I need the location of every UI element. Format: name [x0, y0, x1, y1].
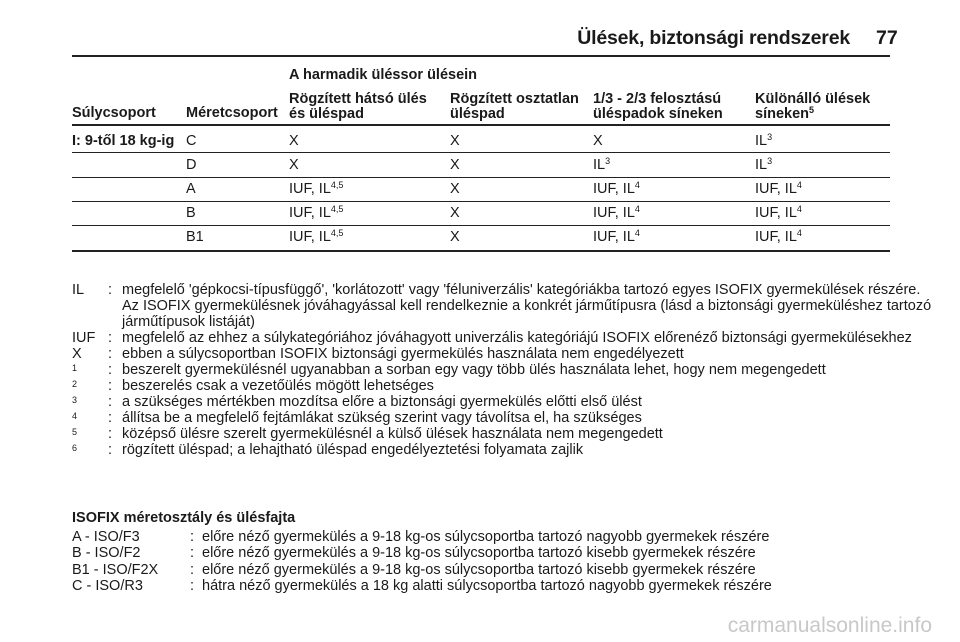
- header-rule: [72, 55, 890, 57]
- legend-item: 1 : beszerelt gyermekülésnél ugyanabban a sorban egy vagy több ülés használata lehet, hogy nem megengedett: [72, 362, 826, 378]
- legend-item: 2 : beszerelés csak a vezetőülés mögött lehetséges: [72, 378, 434, 394]
- iso-item: B1 - ISO/F2X : előre néző gyermekülés a 9-18 kg-os súlycsoportba tartozó kisebb gyermekek részére: [72, 561, 756, 578]
- legend-item: IUF : megfelelő az ehhez a súlykategóriához jóváhagyott univerzális kategóriájú ISOFIX előrenéző biztonsági gyermekülésekhez: [72, 330, 912, 346]
- col-header-size: Méretcsoport: [186, 105, 278, 121]
- row-rule: [72, 201, 890, 202]
- legend-item: IL : megfelelő 'gépkocsi-típusfüggő', 'korlátozott' vagy 'féluniverzális' kategóriákba tartozó egyes ISOFIX gyermekülések részére. Az ISOFIX gyermekülésnek jóváhagyással kell rendelkeznie a konkrét járműtípusra (lásd a biztonsági gyermeküléshez tartozó járműtípusok listáját): [72, 282, 932, 330]
- table-bottom-rule: [72, 250, 890, 252]
- iso-item: A - ISO/F3 : előre néző gyermekülés a 9-18 kg-os súlycsoportba tartozó nagyobb gyermekek részére: [72, 528, 770, 545]
- legend-item: 5 : középső ülésre szerelt gyermekülésnél a külső ülések használata nem megengedett: [72, 426, 663, 442]
- legend-item: X : ebben a súlycsoportban ISOFIX biztonsági gyermekülés használata nem engedélyezett: [72, 346, 684, 362]
- weight-group-label: I: 9-től 18 kg-ig: [72, 133, 175, 149]
- legend-item: 6 : rögzített üléspad; a lehajtható üléspad engedélyeztetési folyamata zajlik: [72, 442, 584, 458]
- iso-item: B - ISO/F2 : előre néző gyermekülés a 9-18 kg-os súlycsoportba tartozó kisebb gyermekek részére: [72, 545, 756, 561]
- table-header-rule: [72, 124, 890, 126]
- page-title: Ülések, biztonsági rendszerek: [577, 27, 850, 49]
- row-rule: [72, 152, 890, 153]
- col-header-3: 1/3 - 2/3 felosztású üléspadok síneken: [593, 91, 723, 122]
- row-rule: [72, 177, 890, 178]
- legend: [72, 282, 932, 458]
- table-group-header: A harmadik üléssor ülésein: [289, 67, 478, 83]
- col-header-weight: Súlycsoport: [72, 105, 156, 121]
- page-header: [0, 0, 960, 56]
- row-rule: [72, 225, 890, 226]
- col-header-4: Különálló ülések síneken$^5$: [755, 91, 871, 122]
- isofix-size-classes: [72, 510, 932, 595]
- legend-item: 4 : állítsa be a megfelelő fejtámlákat szükség szerint vagy távolítsa el, ha szükséges: [72, 410, 642, 426]
- col-header-2: Rögzített osztatlan üléspad: [450, 91, 579, 122]
- iso-item: C - ISO/R3 : hátra néző gyermekülés a 18 kg alatti súlycsoportba tartozó nagyobb gyermekek részére: [72, 578, 772, 594]
- watermark: carmanualsonline.info: [727, 614, 932, 637]
- page-number: 77: [876, 27, 898, 49]
- legend-item: 3 : a szükséges mértékben mozdítsa előre a biztonsági gyermekülés előtti első ülést: [72, 394, 642, 410]
- col-header-1: Rögzített hátsó ülés és üléspad: [289, 91, 427, 122]
- isofix-heading: ISOFIX méretosztály és ülésfajta: [72, 510, 296, 526]
